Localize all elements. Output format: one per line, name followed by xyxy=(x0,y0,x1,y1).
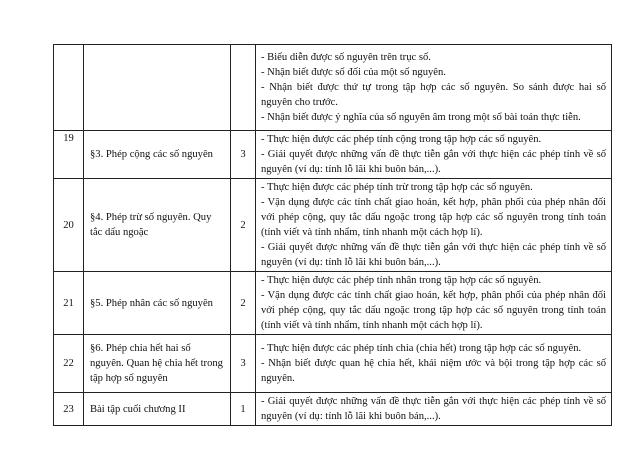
requirement-line: - Thực hiện được các phép tính cộng trong tập hợp các số nguyên. xyxy=(261,134,542,145)
row-number xyxy=(54,45,84,131)
requirements-cell xyxy=(256,335,612,393)
table-row xyxy=(54,45,612,131)
requirement-line: - Giải quyết được những vấn đề thực tiễn gắn với thực hiện các phép tính về số nguyên (ví dụ: tính lỗ lãi khi buôn bán,...). xyxy=(261,396,606,422)
requirement-line: - Nhận biết được ý nghĩa của số nguyên âm trong một số bài toán thực tiễn. xyxy=(261,112,581,123)
period-count: 1 xyxy=(231,393,256,426)
curriculum-table xyxy=(53,44,612,426)
lesson-title: Bài tập cuối chương II xyxy=(84,393,231,426)
table-row xyxy=(54,393,612,426)
table-row xyxy=(54,179,612,272)
requirements-cell xyxy=(256,45,612,131)
table-row xyxy=(54,335,612,393)
lesson-title: §6. Phép chia hết hai số nguyên. Quan hệ chia hết trong tập hợp số nguyên xyxy=(84,335,231,393)
requirement-line: - Nhận biết được số đối của một số nguyên. xyxy=(261,67,446,78)
requirement-line: - Giải quyết được những vấn đề thực tiễn gắn với thực hiện các phép tính về số nguyên (ví dụ: tính lỗ lãi khi buôn bán,...). xyxy=(261,242,606,268)
requirements-cell xyxy=(256,131,612,179)
row-number: 22 xyxy=(54,335,84,393)
period-count: 2 xyxy=(231,272,256,335)
table-row xyxy=(54,131,612,179)
row-number: 20 xyxy=(54,179,84,272)
row-number: 23 xyxy=(54,393,84,426)
requirement-line: - Nhận biết được thứ tự trong tập hợp các số nguyên. So sánh được hai số nguyên cho trước. xyxy=(261,82,606,108)
period-count: 2 xyxy=(231,179,256,272)
row-number: 19 xyxy=(54,131,84,179)
lesson-title: §5. Phép nhân các số nguyên xyxy=(84,272,231,335)
requirement-line: - Giải quyết được những vấn đề thực tiễn gắn với thực hiện các phép tính về số nguyên (ví dụ: tính lỗ lãi khi buôn bán,...). xyxy=(261,149,606,175)
requirements-cell xyxy=(256,272,612,335)
lesson-title: §4. Phép trừ số nguyên. Quy tắc dấu ngoặc xyxy=(84,179,231,272)
requirements-cell xyxy=(256,179,612,272)
lesson-title: §3. Phép cộng các số nguyên xyxy=(84,131,231,179)
period-count xyxy=(231,45,256,131)
requirement-line: - Thực hiện được các phép tính chia (chia hết) trong tập hợp các số nguyên. xyxy=(261,343,582,354)
table-row xyxy=(54,272,612,335)
row-number: 21 xyxy=(54,272,84,335)
requirement-line: - Biểu diễn được số nguyên trên trục số. xyxy=(261,52,431,63)
lesson-title xyxy=(84,45,231,131)
requirement-line: - Thực hiện được các phép tính nhân trong tập hợp các số nguyên. xyxy=(261,275,542,286)
requirements-cell xyxy=(256,393,612,426)
requirement-line: - Vận dụng được các tính chất giao hoán, kết hợp, phân phối của phép nhân đối với phép cộng, quy tắc dấu ngoặc trong tập hợp các số nguyên trong tính toán (tính viết và tính nhẩm, tính nhanh một cách hợp lí). xyxy=(261,290,606,331)
requirement-line: - Nhận biết được quan hệ chia hết, khái niệm ước và bội trong tập hợp các số nguyên. xyxy=(261,358,606,384)
requirement-line: - Vận dụng được các tính chất giao hoán, kết hợp, phân phối của phép nhân đối với phép cộng, quy tắc dấu ngoặc trong tập hợp các số nguyên trong tính toán (tính viết và tính nhẩm, tính nhanh một cách hợp lí). xyxy=(261,197,606,238)
requirement-line: - Thực hiện được các phép tính trừ trong tập hợp các số nguyên. xyxy=(261,182,533,193)
period-count: 3 xyxy=(231,131,256,179)
period-count: 3 xyxy=(231,335,256,393)
